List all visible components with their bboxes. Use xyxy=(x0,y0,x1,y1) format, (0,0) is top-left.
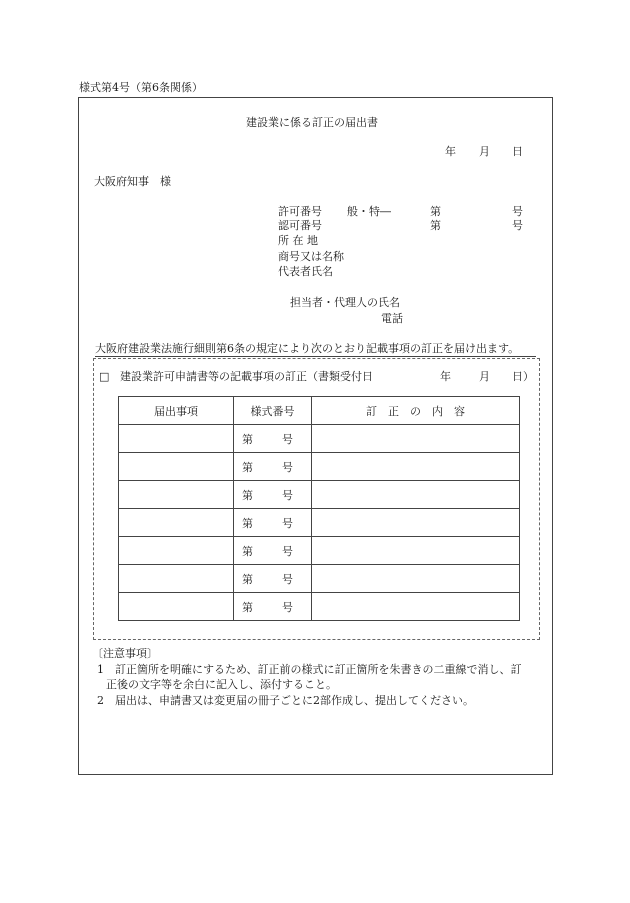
date-month-label: 月 xyxy=(479,145,490,158)
item-cell[interactable] xyxy=(119,537,234,565)
table-header-row xyxy=(119,397,520,425)
statement-text: 大阪府建設業法施行細則第6条の規定により次のとおり記載事項の訂正を届け出ます。 xyxy=(95,342,520,355)
table-row xyxy=(119,565,520,593)
dai-label: 第 xyxy=(242,432,253,446)
item-cell[interactable] xyxy=(119,509,234,537)
form-number-cell[interactable] xyxy=(234,481,312,509)
form-number-label: 様式第4号（第6条関係） xyxy=(79,81,203,94)
notes-heading: 〔注意事項〕 xyxy=(92,647,158,660)
dai-label: 第 xyxy=(242,572,253,586)
go-label: 号 xyxy=(282,544,293,558)
receipt-year-label: 年 xyxy=(440,370,451,383)
statement-underline xyxy=(95,356,536,357)
go-label: 号 xyxy=(282,572,293,586)
form-number-cell[interactable] xyxy=(234,593,312,621)
content-cell[interactable] xyxy=(312,565,520,593)
note-item-1-line-2: 正後の文字等を余白に記入し、添付すること。 xyxy=(106,678,337,691)
date-day-label: 日 xyxy=(512,145,523,158)
approval-number-label: 認可番号 xyxy=(278,219,322,232)
form-number-cell[interactable] xyxy=(234,565,312,593)
permit-dai: 第 xyxy=(430,205,441,218)
approval-go: 号 xyxy=(512,219,523,232)
form-number-cell[interactable] xyxy=(234,453,312,481)
table-row xyxy=(119,453,520,481)
table-row xyxy=(119,537,520,565)
form-number-cell[interactable] xyxy=(234,509,312,537)
item-cell[interactable] xyxy=(119,481,234,509)
form-number-cell[interactable] xyxy=(234,537,312,565)
go-label: 号 xyxy=(282,488,293,502)
representative-label: 代表者氏名 xyxy=(278,265,333,278)
correction-table xyxy=(118,396,520,621)
content-cell[interactable] xyxy=(312,537,520,565)
permit-type: 般・特― xyxy=(347,205,391,218)
go-label: 号 xyxy=(282,460,293,474)
content-cell[interactable] xyxy=(312,593,520,621)
dai-label: 第 xyxy=(242,460,253,474)
document-title: 建設業に係る訂正の届出書 xyxy=(246,116,378,129)
note-item-1-line-1: 1 訂正箇所を明確にするため、訂正前の様式に訂正箇所を朱書きの二重線で消し、訂 xyxy=(97,663,522,676)
approval-dai: 第 xyxy=(430,219,441,232)
phone-label: 電話 xyxy=(381,312,403,325)
dai-label: 第 xyxy=(242,488,253,502)
receipt-day-label: 日） xyxy=(512,370,534,383)
table-row xyxy=(119,593,520,621)
content-cell[interactable] xyxy=(312,509,520,537)
receipt-month-label: 月 xyxy=(479,370,490,383)
content-cell[interactable] xyxy=(312,453,520,481)
go-label: 号 xyxy=(282,516,293,530)
table-row xyxy=(119,509,520,537)
permit-number-label: 許可番号 xyxy=(278,205,322,218)
dai-label: 第 xyxy=(242,544,253,558)
content-cell[interactable] xyxy=(312,425,520,453)
item-cell[interactable] xyxy=(119,565,234,593)
header-form-number: 様式番号 xyxy=(234,397,312,425)
header-correction-content: 訂 正 の 内 容 xyxy=(312,397,520,425)
form-number-cell[interactable] xyxy=(234,425,312,453)
correction-checkbox[interactable]: □ xyxy=(99,370,110,383)
date-year-label: 年 xyxy=(445,145,456,158)
table-row xyxy=(119,425,520,453)
header-item: 届出事項 xyxy=(119,397,234,425)
table-row xyxy=(119,481,520,509)
item-cell[interactable] xyxy=(119,425,234,453)
note-item-2: 2 届出は、申請書又は変更届の冊子ごとに2部作成し、提出してください。 xyxy=(97,694,474,707)
contact-person-label: 担当者・代理人の氏名 xyxy=(290,296,400,309)
correction-item-label: 建設業許可申請書等の記載事項の訂正（書類受付日 xyxy=(120,370,373,383)
permit-go: 号 xyxy=(512,205,523,218)
go-label: 号 xyxy=(282,432,293,446)
address-label: 所 在 地 xyxy=(278,234,318,247)
trade-name-label: 商号又は名称 xyxy=(278,250,344,263)
dai-label: 第 xyxy=(242,516,253,530)
dai-label: 第 xyxy=(242,600,253,614)
content-cell[interactable] xyxy=(312,481,520,509)
go-label: 号 xyxy=(282,600,293,614)
addressee: 大阪府知事 様 xyxy=(94,175,171,188)
item-cell[interactable] xyxy=(119,593,234,621)
item-cell[interactable] xyxy=(119,453,234,481)
